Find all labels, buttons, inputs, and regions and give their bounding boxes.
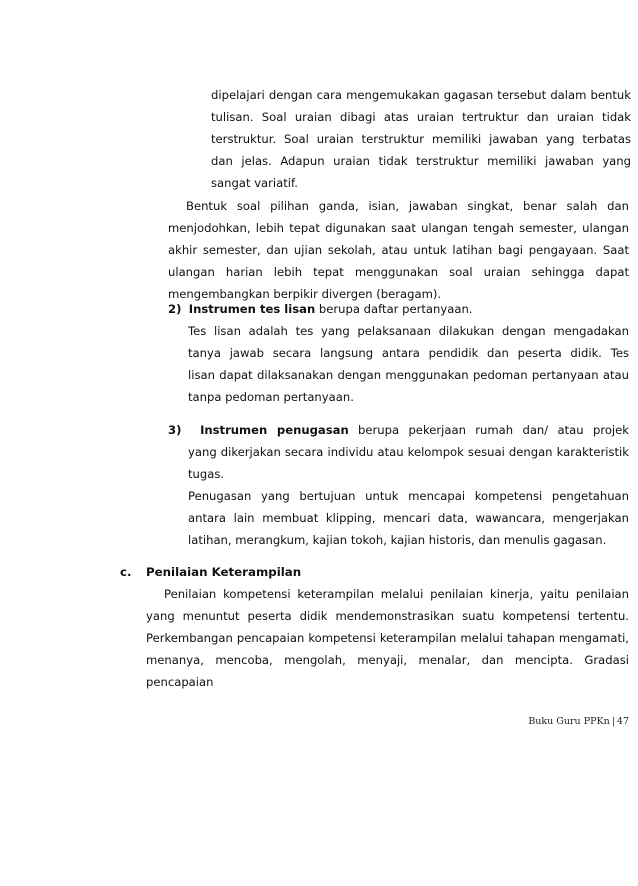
paragraph-line: menjodohkan, lebih tepat digunakan saat ulangan tengah semester, ulangan: [168, 221, 629, 235]
paragraph-line: Penugasan yang bertujuan untuk mencapai kompetensi pengetahuan: [188, 489, 629, 503]
footer-separator: |: [611, 716, 615, 727]
paragraph-line: antara lain membuat klipping, mencari data, wawancara, mengerjakan: [188, 511, 629, 525]
paragraph-line: latihan, merangkum, kajian tokoh, kajian historis, dan menulis gagasan.: [188, 533, 607, 547]
paragraph-line: tugas.: [188, 467, 225, 481]
item-number: 3): [168, 423, 182, 437]
paragraph-line: sangat variatif.: [211, 176, 298, 190]
item-title-rest: berupa daftar pertanyaan.: [315, 302, 473, 316]
item-penugasan-heading: [168, 419, 629, 441]
paragraph-line: Penilaian kompetensi keterampilan melalui penilaian kinerja, yaitu penilaian: [164, 587, 629, 601]
paragraph-line: akhir semester, dan ujian sekolah, atau untuk latihan bagi pengayaan. Saat: [168, 243, 629, 257]
paragraph-line: Tes lisan adalah tes yang pelaksanaan dilakukan dengan mengadakan: [188, 324, 629, 338]
paragraph-line: tulisan. Soal uraian dibagi atas uraian tertruktur dan uraian tidak: [211, 110, 631, 124]
item-title: Instrumen tes lisan: [188, 302, 316, 316]
paragraph-line: menanya, mencoba, mengolah, menyaji, menalar, dan mencipta. Gradasi: [146, 653, 629, 667]
page-footer: [528, 716, 629, 727]
section-label: c.: [120, 565, 132, 579]
paragraph-line: yang menuntut peserta didik mendemonstrasikan suatu kompetensi tertentu.: [146, 609, 629, 623]
item-lisan-heading: [168, 298, 629, 320]
footer-book-title: Buku Guru PPKn: [528, 716, 610, 727]
paragraph-line: pencapaian: [146, 675, 214, 689]
paragraph-line: tanya jawab secara langsung antara pendidik dan peserta didik. Tes: [188, 346, 629, 360]
section-title: Penilaian Keterampilan: [146, 565, 302, 579]
paragraph-line: tanpa pedoman pertanyaan.: [188, 390, 354, 404]
paragraph-line: dan jelas. Adapun uraian tidak terstruktur memiliki jawaban yang: [211, 154, 631, 168]
paragraph-line: yang dikerjakan secara individu atau kelompok sesuai dengan karakteristik: [188, 445, 629, 459]
item-title: Instrumen penugasan: [200, 423, 349, 437]
paragraph-line: mengembangkan berpikir divergen (beragam).: [168, 287, 442, 301]
paragraph-line: terstruktur. Soal uraian terstruktur memiliki jawaban yang terbatas: [211, 132, 631, 146]
footer-page-number: 47: [616, 716, 629, 727]
paragraph-line: ulangan harian lebih tepat menggunakan soal uraian sehingga dapat: [168, 265, 629, 279]
paragraph-line: dipelajari dengan cara mengemukakan gagasan tersebut dalam bentuk: [211, 88, 631, 102]
item-title-rest: berupa pekerjaan rumah dan/ atau projek: [348, 423, 629, 437]
paragraph-line: lisan dapat dilaksanakan dengan menggunakan pedoman pertanyaan atau: [188, 368, 629, 382]
item-number: 2): [168, 302, 182, 316]
paragraph-line: Perkembangan pencapaian kompetensi keterampilan melalui tahapan mengamati,: [146, 631, 629, 645]
paragraph-line: Bentuk soal pilihan ganda, isian, jawaban singkat, benar salah dan: [186, 199, 629, 213]
